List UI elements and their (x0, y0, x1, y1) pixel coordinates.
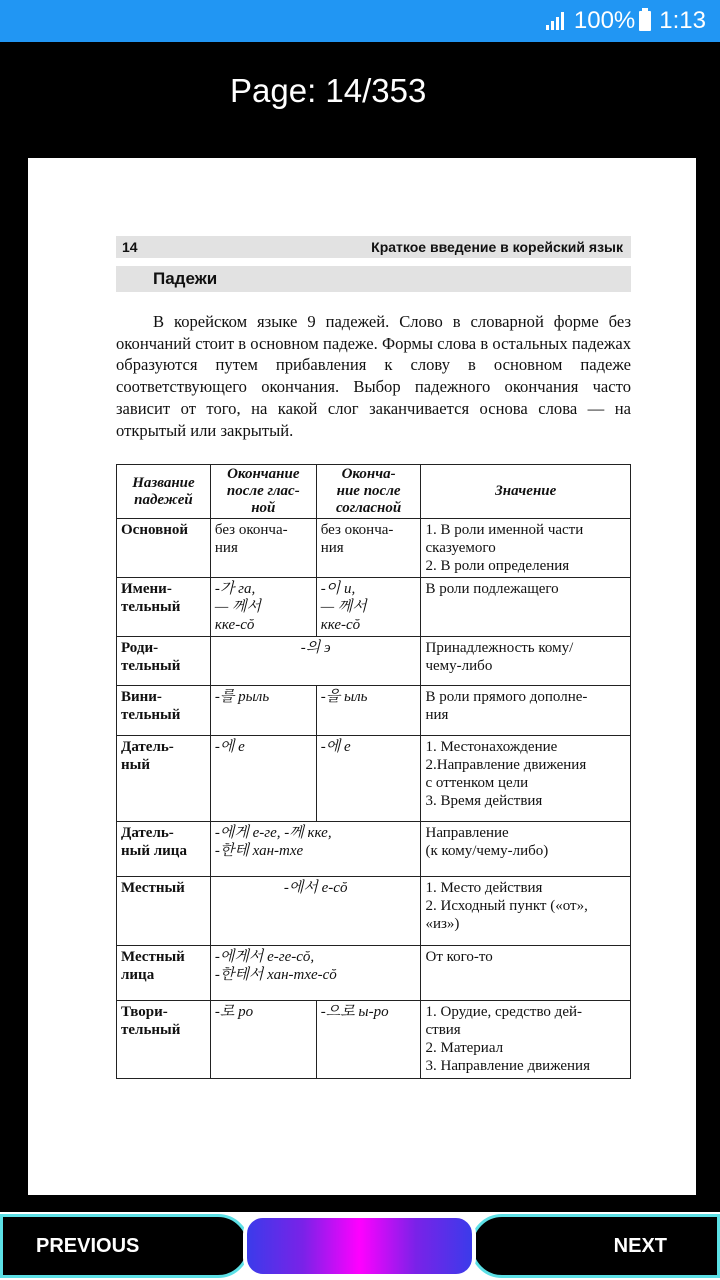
document-page[interactable] (28, 158, 696, 1195)
consonant-ending: -이 и, — 께서 кке-сŏ (316, 578, 421, 637)
table-row (117, 519, 631, 578)
case-name: Датель- ный (117, 736, 211, 822)
consonant-ending: -으로 ы-ро (316, 1001, 421, 1079)
table-row (117, 822, 631, 877)
table-row (117, 877, 631, 946)
consonant-ending: -에 е (316, 736, 421, 822)
vowel-ending: без оконча- ния (210, 519, 316, 578)
consonant-ending: -을 ыль (316, 686, 421, 736)
page-slider[interactable] (243, 1214, 476, 1278)
ending: -에게 е-ге, -께 кке, -한테 хан-тхе (210, 822, 421, 877)
page-indicator: Page: 14/353 (230, 72, 427, 109)
table-row (117, 1001, 631, 1079)
case-name: Датель- ный лица (117, 822, 211, 877)
intro-paragraph: В корейском языке 9 падежей. Слово в словарной форме без окончаний стоит в основном падеже. Формы слова в остальных падежах образуются путем прибавления к слову в основном падеже соответствующего окончания. Выбор падежного окончания часто зависит от того, на какой слог заканчивается основа слова — на открытый или закрытый. (116, 312, 631, 440)
consonant-ending: без оконча- ния (316, 519, 421, 578)
header-consonant-ending: Оконча- ние после согласной (316, 465, 421, 519)
table-row (117, 736, 631, 822)
case-name: Имени- тельный (117, 578, 211, 637)
case-meaning: В роли подлежащего (421, 578, 631, 637)
case-meaning: Принадлежность кому/ чему-либо (421, 637, 631, 686)
case-name: Местный лица (117, 946, 211, 1001)
header-case-name: Название падежей (117, 465, 211, 519)
table-row (117, 946, 631, 1001)
clock: 1:13 (659, 7, 706, 34)
table-row (117, 637, 631, 686)
case-meaning: От кого-то (421, 946, 631, 1001)
vowel-ending: -로 ро (210, 1001, 316, 1079)
page-number: 14 (122, 239, 138, 255)
signal-icon (546, 12, 566, 30)
case-name: Местный (117, 877, 211, 946)
previous-button[interactable]: PREVIOUS (0, 1214, 250, 1278)
case-name: Вини- тельный (117, 686, 211, 736)
case-meaning: В роли прямого дополне- ния (421, 686, 631, 736)
running-head (116, 236, 631, 258)
running-title: Краткое введение в корейский язык (371, 239, 623, 255)
section-title: Падежи (116, 266, 631, 292)
case-name: Основной (117, 519, 211, 578)
header-meaning: Значение (421, 465, 631, 519)
table-row (117, 578, 631, 637)
table-header-row (117, 465, 631, 519)
next-button[interactable]: NEXT (470, 1214, 720, 1278)
case-meaning: 1. Местонахождение 2.Направление движения с оттенком цели 3. Время действия (421, 736, 631, 822)
battery-level: 100% (573, 7, 636, 34)
case-meaning: 1. Место действия 2. Исходный пункт («от», «из») (421, 877, 631, 946)
battery-icon (639, 11, 651, 31)
case-name: Твори- тельный (117, 1001, 211, 1079)
vowel-ending: -가 га, — 께서 кке-сŏ (210, 578, 316, 637)
case-name: Роди- тельный (117, 637, 211, 686)
case-table (116, 464, 631, 1079)
ending: -의 э (210, 637, 421, 686)
table-row (117, 686, 631, 736)
header-vowel-ending: Окончание после глас- ной (210, 465, 316, 519)
case-meaning: 1. Орудие, средство дей- ствия 2. Материал 3. Направление движения (421, 1001, 631, 1079)
case-meaning: 1. В роли именной части сказуемого 2. В роли определения (421, 519, 631, 578)
ending: -에서 е-сŏ (210, 877, 421, 946)
vowel-ending: -를 рыль (210, 686, 316, 736)
case-meaning: Направление (к кому/чему-либо) (421, 822, 631, 877)
status-bar (0, 0, 720, 42)
ending: -에게서 е-ге-сŏ, -한테서 хан-тхе-сŏ (210, 946, 421, 1001)
vowel-ending: -에 е (210, 736, 316, 822)
